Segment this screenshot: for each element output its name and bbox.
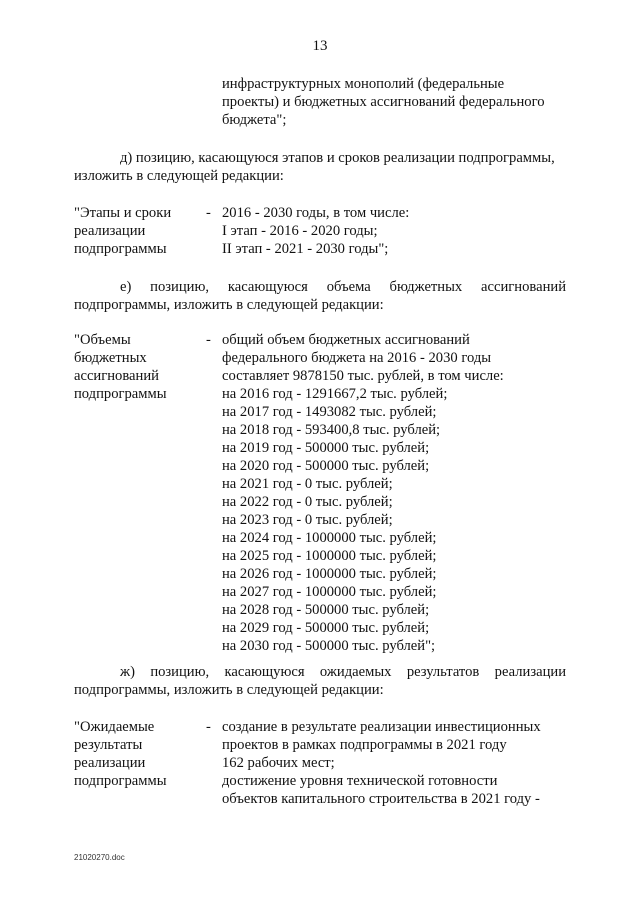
text-line: ж) позицию, касающуюся ожидаемых результатов реализации: [120, 664, 566, 680]
text-line: подпрограммы, изложить в следующей редакции:: [74, 682, 384, 698]
value-line: на 2025 год - 1000000 тыс. рублей;: [222, 548, 437, 564]
value-line: на 2019 год - 500000 тыс. рублей;: [222, 440, 430, 456]
value-line: федерального бюджета на 2016 - 2030 годы: [222, 350, 492, 366]
row-dash: -: [206, 205, 211, 221]
section-e-row: [74, 331, 574, 655]
section-zh-intro: [74, 663, 566, 699]
value-line: на 2030 год - 500000 тыс. рублей";: [222, 638, 436, 654]
text-line: д) позицию, касающуюся этапов и сроков реализации подпрограммы,: [120, 150, 555, 166]
continuation-text: [222, 75, 545, 129]
label-line: бюджетных: [74, 350, 147, 366]
row-label: [74, 331, 167, 403]
label-line: реализации: [74, 223, 146, 239]
value-line: на 2026 год - 1000000 тыс. рублей;: [222, 566, 437, 582]
value-line: на 2027 год - 1000000 тыс. рублей;: [222, 584, 437, 600]
value-line: на 2023 год - 0 тыс. рублей;: [222, 512, 393, 528]
value-line: достижение уровня технической готовности: [222, 773, 498, 789]
value-line: на 2022 год - 0 тыс. рублей;: [222, 494, 393, 510]
value-line: II этап - 2021 - 2030 годы";: [222, 241, 389, 257]
value-line: на 2029 год - 500000 тыс. рублей;: [222, 620, 430, 636]
footer-filename: 21020270.doc: [74, 853, 125, 862]
text-line: бюджета";: [222, 112, 287, 128]
value-line: на 2028 год - 500000 тыс. рублей;: [222, 602, 430, 618]
section-d-intro: [74, 149, 566, 185]
value-line: проектов в рамках подпрограммы в 2021 году: [222, 737, 507, 753]
row-dash: -: [206, 332, 211, 348]
section-d-row: [74, 204, 574, 258]
label-line: "Объемы: [74, 332, 131, 348]
value-line: 162 рабочих мест;: [222, 755, 335, 771]
label-line: реализации: [74, 755, 146, 771]
value-line: на 2021 год - 0 тыс. рублей;: [222, 476, 393, 492]
value-line: 2016 - 2030 годы, в том числе:: [222, 205, 410, 221]
row-value: [222, 331, 504, 655]
label-line: "Ожидаемые: [74, 719, 155, 735]
value-line: составляет 9878150 тыс. рублей, в том числе:: [222, 368, 504, 384]
value-line: на 2024 год - 1000000 тыс. рублей;: [222, 530, 437, 546]
row-value: [222, 718, 541, 808]
text-line: изложить в следующей редакции:: [74, 168, 284, 184]
section-e-intro: [74, 278, 566, 314]
text-line: проекты) и бюджетных ассигнований федерального: [222, 94, 545, 110]
label-line: "Этапы и сроки: [74, 205, 172, 221]
value-line: на 2020 год - 500000 тыс. рублей;: [222, 458, 430, 474]
label-line: результаты: [74, 737, 143, 753]
value-line: на 2018 год - 593400,8 тыс. рублей;: [222, 422, 441, 438]
row-dash: -: [206, 719, 211, 735]
row-label: [74, 718, 167, 790]
value-line: на 2016 год - 1291667,2 тыс. рублей;: [222, 386, 448, 402]
label-line: подпрограммы: [74, 241, 167, 257]
text-line: подпрограммы, изложить в следующей редакции:: [74, 297, 384, 313]
text-line: е) позицию, касающуюся объема бюджетных ассигнований: [120, 279, 566, 295]
value-line: создание в результате реализации инвестиционных: [222, 719, 541, 735]
value-line: общий объем бюджетных ассигнований: [222, 332, 470, 348]
value-line: объектов капитального строительства в 2021 году -: [222, 791, 540, 807]
text-line: инфраструктурных монополий (федеральные: [222, 76, 505, 92]
label-line: ассигнований: [74, 368, 159, 384]
label-line: подпрограммы: [74, 386, 167, 402]
label-line: подпрограммы: [74, 773, 167, 789]
value-line: на 2017 год - 1493082 тыс. рублей;: [222, 404, 437, 420]
row-label: [74, 204, 171, 258]
value-line: I этап - 2016 - 2020 годы;: [222, 223, 378, 239]
section-zh-row: [74, 718, 574, 810]
page-number: 13: [312, 38, 328, 54]
row-value: [222, 204, 409, 258]
